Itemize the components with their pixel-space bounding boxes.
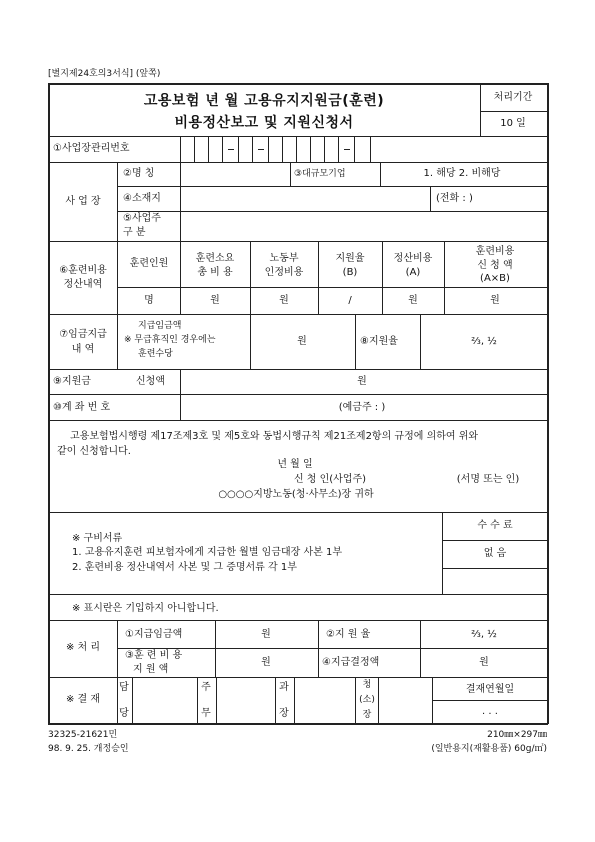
account-number-label: ⑩계 좌 번 호 xyxy=(53,402,111,413)
header-support-rate-line-2: (B) xyxy=(342,266,358,278)
header-approved-cost xyxy=(265,252,304,279)
office-use-note: ※ 표시란은 기입하지 아니합니다. xyxy=(72,603,219,614)
wage-section-label-1: ⑦임금지급 xyxy=(59,329,107,340)
form-number: [별지제24호의3서식] (앞쪽) xyxy=(48,69,161,79)
frame-right xyxy=(547,83,549,724)
fee-label: 수 수 료 xyxy=(477,520,513,531)
applicant-label: 신 청 인(사업주) xyxy=(293,474,367,485)
header-support-rate xyxy=(336,252,365,279)
header-trainees: 훈련인원 xyxy=(129,258,169,269)
header-requested-amount-line-1: 훈련비용 xyxy=(475,246,515,257)
form-title-line-2: 비용정산보고 및 지원신청서 xyxy=(174,115,354,131)
business-phone-label: (전화 : ) xyxy=(436,193,473,204)
office-cost-unit: 원 xyxy=(261,657,271,668)
wage-desc-2: ※ 무급휴직인 경우에는 xyxy=(124,335,216,345)
signature-label[interactable]: (서명 또는 인) xyxy=(456,474,520,485)
office-wage-unit: 원 xyxy=(261,629,271,640)
declaration-text-1: 고용보험법시행령 제17조제3호 및 제5호와 동법시행규칙 제21조제2항의 규정에 의하여 위와 xyxy=(70,431,479,442)
registration-number-label: ①사업장관리번호 xyxy=(53,143,130,154)
processing-period-value: 10 일 xyxy=(500,118,526,129)
approval-manager-2: 장 xyxy=(279,708,289,719)
business-section-label: 사 업 장 xyxy=(65,196,101,207)
declaration-date[interactable]: 년 월 일 xyxy=(277,459,313,470)
office-decision-label: ④지급결정액 xyxy=(322,657,380,668)
wage-section-label-2: 내 역 xyxy=(71,344,95,355)
training-cost-label-2: 정산내역 xyxy=(63,279,103,290)
office-rate-label: ②지 원 율 xyxy=(326,629,371,640)
documents-title: ※ 구비서류 xyxy=(72,533,123,544)
wage-rate-label: ⑧지원율 xyxy=(360,336,398,347)
office-decision-unit: 원 xyxy=(479,657,489,668)
priority-company-options[interactable]: 1. 해당 2. 비해당 xyxy=(423,168,501,179)
approval-head-3: 장 xyxy=(362,710,372,720)
wage-unit[interactable]: 원 xyxy=(297,336,307,347)
recipient-label: ○○○○지방노동(청·사무소)장 귀하 xyxy=(218,489,374,500)
approval-staff-1: 담 xyxy=(119,682,129,693)
header-total-cost-line-2: 총 비 용 xyxy=(197,266,233,278)
wage-rate-value[interactable]: ⅔, ½ xyxy=(471,336,497,347)
form-title-line-1: 고용보험 년 월 고용유지지원금(훈련) xyxy=(143,93,385,109)
approval-label: ※ 결 재 xyxy=(65,694,101,705)
approval-date-label: 결재연월일 xyxy=(465,684,515,695)
approval-manager-1: 과 xyxy=(279,682,289,693)
declaration-text-2: 같이 신청합니다. xyxy=(57,446,131,457)
approval-head-1: 청 xyxy=(362,680,372,690)
approval-staff-2: 당 xyxy=(119,708,129,719)
header-requested-amount-line-3: (A×B) xyxy=(480,273,510,284)
header-approved-cost-line-2: 인정비용 xyxy=(264,266,304,278)
unit-total-cost[interactable]: 원 xyxy=(210,295,220,306)
subsidy-label-1: ⑨지원금 xyxy=(53,376,91,387)
header-total-cost xyxy=(196,252,235,279)
approval-head-2: (소) xyxy=(359,695,375,705)
wage-desc-3: 훈련수당 xyxy=(138,349,173,359)
header-settled-cost xyxy=(394,252,433,279)
documents-item-1: 1. 고용유지훈련 피보험자에게 지급한 월별 임금대장 사본 1부 xyxy=(72,547,342,558)
header-requested-amount xyxy=(476,245,515,286)
subsidy-label-2: 신청액 xyxy=(136,376,165,387)
unit-requested-amount[interactable]: 원 xyxy=(490,295,500,306)
employer-type-label-2: 구 분 xyxy=(123,227,146,238)
header-total-cost-line-1: 훈련소요 xyxy=(195,253,235,264)
account-holder-label[interactable]: (예금주 : ) xyxy=(338,402,386,413)
training-cost-label-1: ⑥훈련비용 xyxy=(59,265,107,276)
frame-left xyxy=(48,83,50,724)
business-address-label: ④소재지 xyxy=(123,193,161,204)
approval-officer-2: 무 xyxy=(201,708,211,719)
employer-type-label-1: ⑤사업주 xyxy=(123,213,161,224)
footer-code: 32325-21621민 xyxy=(48,730,118,740)
fee-value: 없 음 xyxy=(483,548,507,559)
office-wage-label: ①지급임금액 xyxy=(125,629,183,640)
approval-officer-1: 주 xyxy=(201,682,211,693)
approval-date-value: . . . xyxy=(482,706,498,717)
registration-number-boxes[interactable] xyxy=(180,136,450,162)
office-cost-label-1: ③훈 련 비 용 xyxy=(125,650,183,661)
footer-approval: 98. 9. 25. 개정승인 xyxy=(48,744,129,754)
office-processing-label: ※ 처 리 xyxy=(65,642,101,653)
office-rate-value: ⅔, ½ xyxy=(471,629,497,640)
unit-settled-cost[interactable]: 원 xyxy=(408,295,418,306)
frame-bottom xyxy=(48,723,548,725)
header-settled-cost-line-1: 정산비용 xyxy=(393,253,433,264)
subsidy-unit[interactable]: 원 xyxy=(357,376,367,387)
header-approved-cost-line-1: 노동부 xyxy=(269,253,299,264)
unit-support-rate[interactable]: / xyxy=(348,295,352,306)
header-support-rate-line-1: 지원율 xyxy=(335,253,365,264)
documents-item-2: 2. 훈련비용 정산내역서 사본 및 그 증명서류 각 1부 xyxy=(72,562,297,573)
header-settled-cost-line-2: (A) xyxy=(405,266,421,278)
priority-company-label: ③대규모기업 xyxy=(294,169,346,179)
wage-desc-1: 지급임금액 xyxy=(138,321,182,331)
office-cost-label-2: 지 원 액 xyxy=(133,664,169,675)
unit-trainees[interactable]: 명 xyxy=(144,295,154,306)
unit-approved-cost[interactable]: 원 xyxy=(279,295,289,306)
frame-top xyxy=(48,83,548,85)
business-name-label: ②명 칭 xyxy=(123,168,155,179)
footer-size: 210㎜×297㎜ xyxy=(487,730,547,740)
header-requested-amount-line-2: 신 청 액 xyxy=(477,259,513,271)
processing-period-label: 처리기간 xyxy=(493,92,533,103)
footer-paper: (일반용지(재활용품) 60g/㎡) xyxy=(431,744,547,754)
